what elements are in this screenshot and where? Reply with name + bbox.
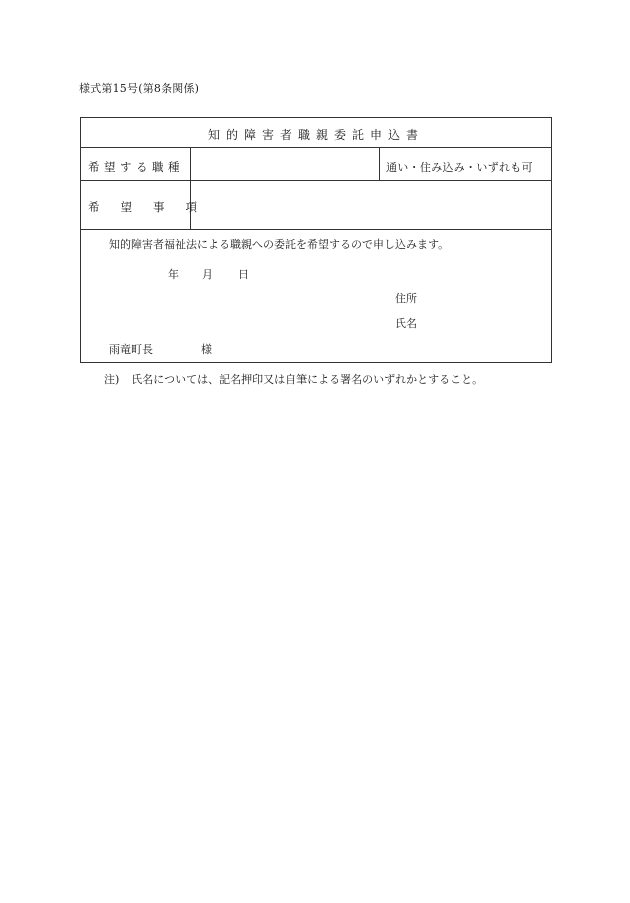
form-number: 様式第15号(第8条関係) (79, 82, 200, 95)
application-form (80, 117, 552, 363)
commute-option-note: 通い・住み込み・いずれも可 (386, 161, 533, 174)
form-title: 知的障害者職親委託申込書 (207, 128, 424, 142)
address-label: 住所 (395, 292, 417, 305)
desired-job-field[interactable] (191, 148, 379, 180)
divider (379, 147, 380, 180)
honorific: 様 (201, 343, 212, 356)
footnote-tag: 注) (104, 373, 120, 386)
desired-job-label: 希望する職種 (88, 160, 184, 174)
requests-field[interactable] (191, 181, 551, 229)
name-label: 氏名 (395, 317, 417, 330)
declaration-text: 知的障害者福祉法による職親への委託を希望するので申し込みます。 (109, 238, 450, 251)
divider (81, 229, 551, 230)
addressee: 雨竜町長 (109, 343, 153, 356)
date-day: 日 (238, 268, 249, 281)
date-year: 年 (168, 268, 179, 281)
footnote-text: 氏名については、記名押印又は自筆による署名のいずれかとすること。 (131, 373, 484, 386)
footnote (104, 371, 483, 387)
requests-label: 希望事項 (88, 200, 218, 214)
date-month: 月 (202, 268, 213, 281)
